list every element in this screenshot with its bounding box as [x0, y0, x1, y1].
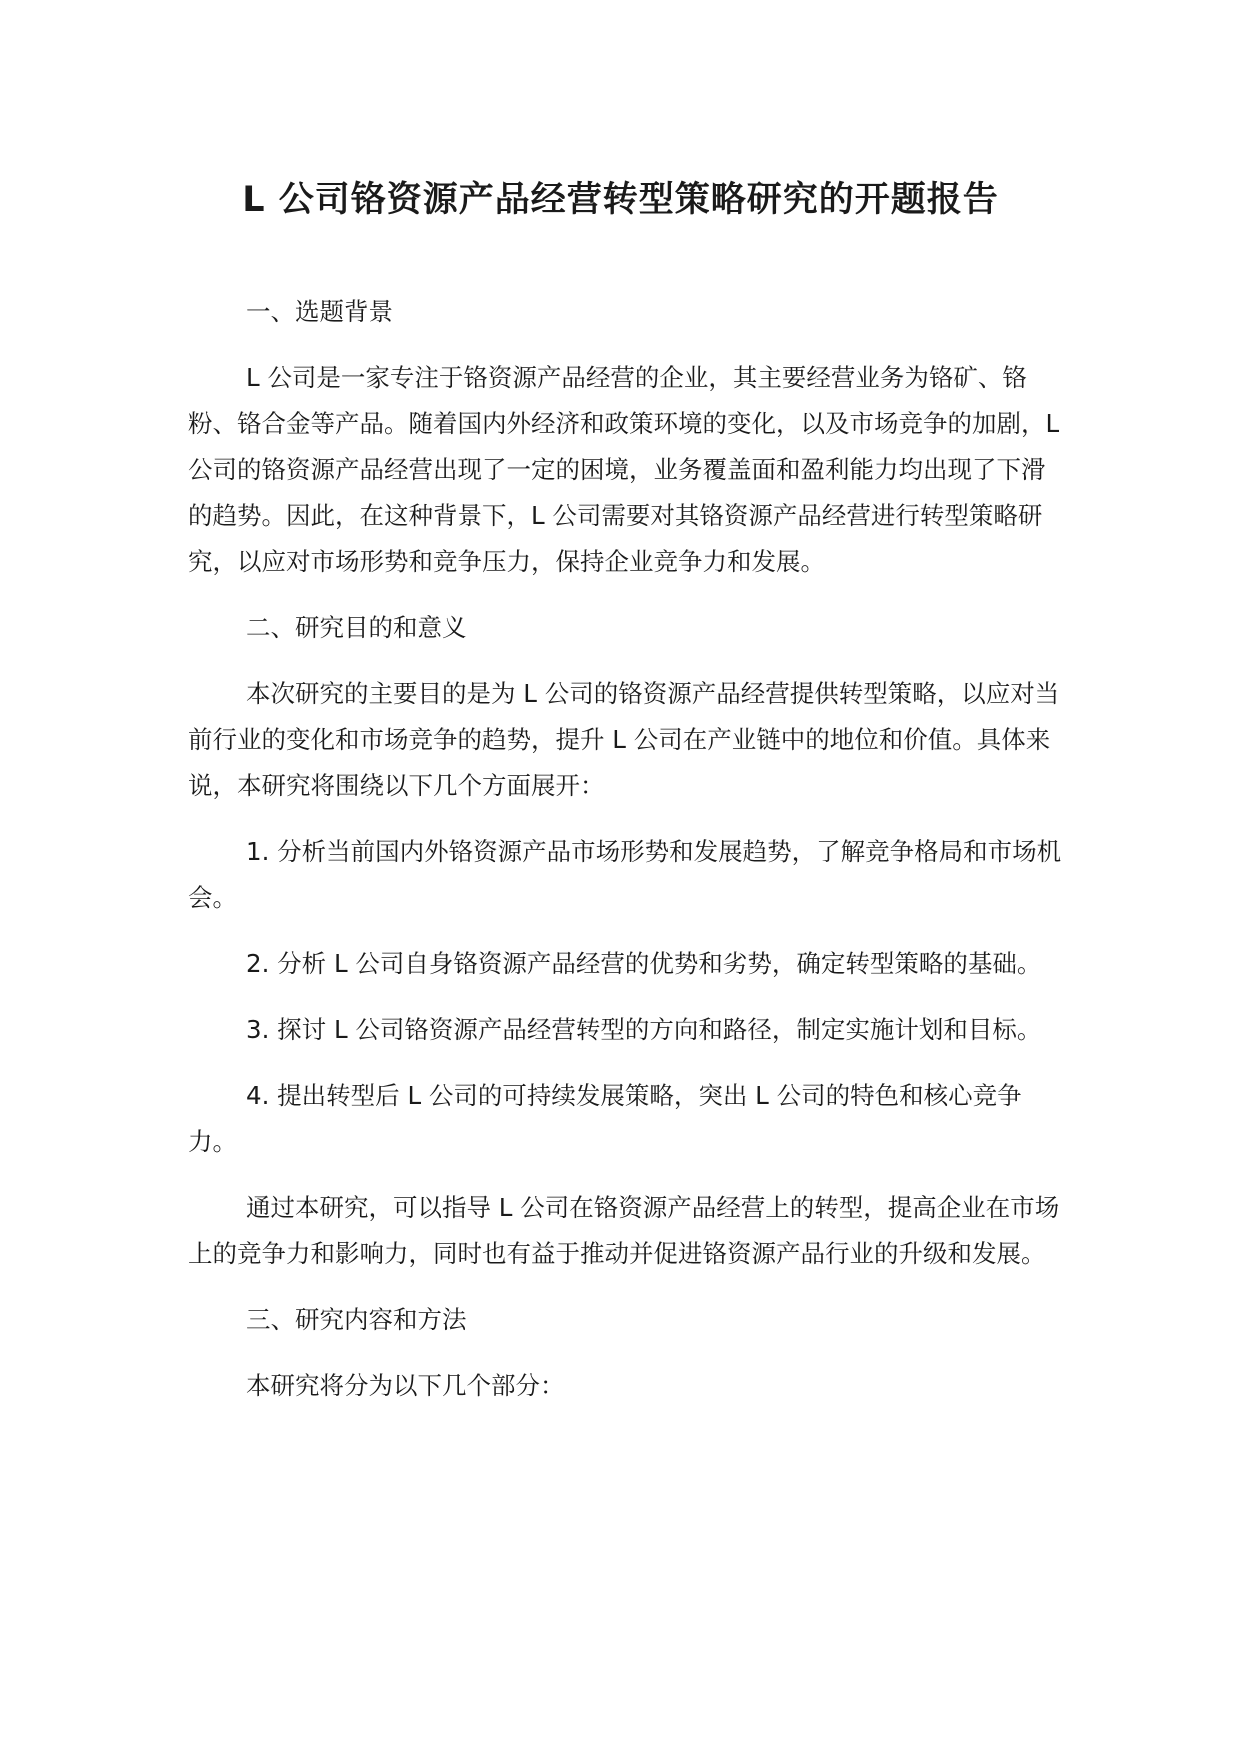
section-heading-background: 一、选题背景	[246, 297, 393, 326]
list-item-4: 4. 提出转型后 L 公司的可持续发展策略，突出 L 公司的特色和核心竞争力。	[188, 1081, 1022, 1156]
list-item-1: 1. 分析当前国内外铬资源产品市场形势和发展趋势，了解竞争格局和市场机会。	[188, 837, 1062, 912]
paragraph-background: L 公司是一家专注于铬资源产品经营的企业，其主要经营业务为铬矿、铬粉、铬合金等产品。随着国内外经济和政策环境的变化，以及市场竞争的加剧，L 公司的铬资源产品经营出现了一定的困境，业务覆盖面和盈利能力均出现了下滑的趋势。因此，在这种背景下，L 公司需要对其铬资源产品经营进行转型策略研究，以应对市场形势和竞争压力，保持企业竞争力和发展。	[188, 363, 1060, 576]
list-item-3: 3. 探讨 L 公司铬资源产品经营转型的方向和路径，制定实施计划和目标。	[246, 1015, 1042, 1044]
section-heading-content-methods: 三、研究内容和方法	[246, 1305, 467, 1334]
section-heading-purpose: 二、研究目的和意义	[246, 613, 467, 642]
paragraph-parts-intro: 本研究将分为以下几个部分：	[246, 1371, 565, 1400]
document-body	[188, 289, 1068, 1409]
document-title: L 公司铬资源产品经营转型策略研究的开题报告	[242, 180, 999, 220]
paragraph-purpose: 本次研究的主要目的是为 L 公司的铬资源产品经营提供转型策略，以应对当前行业的变化和市场竞争的趋势，提升 L 公司在产业链中的地位和价值。具体来说，本研究将围绕以下几个方面展开：	[188, 679, 1060, 800]
paragraph-significance: 通过本研究，可以指导 L 公司在铬资源产品经营上的转型，提高企业在市场上的竞争力和影响力，同时也有益于推动并促进铬资源产品行业的升级和发展。	[188, 1193, 1060, 1268]
list-item-2: 2. 分析 L 公司自身铬资源产品经营的优势和劣势，确定转型策略的基础。	[246, 949, 1042, 978]
